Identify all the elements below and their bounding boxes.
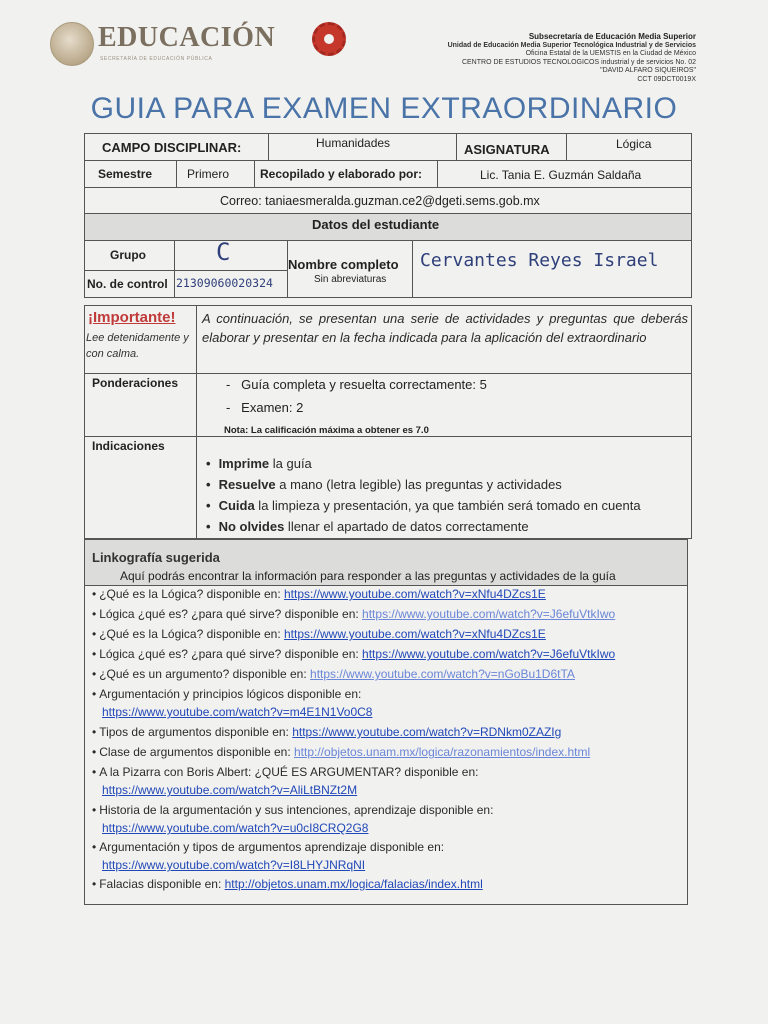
list-item xyxy=(206,456,641,477)
control-label: No. de control xyxy=(87,277,168,291)
grupo-value: C xyxy=(216,238,231,266)
nombre-hint: Sin abreviaturas xyxy=(314,274,387,285)
institution-line-6: CCT 09DCT0019X xyxy=(637,75,696,83)
control-value: 21309060020324 xyxy=(176,276,273,290)
letterhead xyxy=(0,0,768,100)
grupo-label: Grupo xyxy=(110,248,146,262)
link-description: A la Pizarra con Boris Albert: ¿QUÉ ES ARGUMENTAR? disponible en: xyxy=(99,765,479,779)
nombre-label: Nombre completo xyxy=(288,257,399,272)
list-item xyxy=(92,877,483,891)
semestre-label: Semestre xyxy=(98,167,153,181)
ponderacion-item: - Guía completa y resuelta correctamente: 5 xyxy=(226,377,487,392)
list-item xyxy=(206,519,641,540)
ponderaciones-label: Ponderaciones xyxy=(92,376,179,390)
intro-paragraph: A continuación, se presentan una serie de actividades y preguntas que deberás elaborar y presentar en la fecha indicada para la aplicación del extraordinario xyxy=(202,311,688,345)
list-item xyxy=(206,498,641,519)
campo-label: CAMPO DISCIPLINAR: xyxy=(102,140,242,155)
national-seal-icon xyxy=(50,22,94,66)
link-description: ¿Qué es un argumento? disponible en: xyxy=(99,667,311,681)
web-link[interactable]: http://objetos.unam.mx/logica/falacias/index.html xyxy=(224,877,483,891)
indicacion-text: la guía xyxy=(269,456,312,471)
recopilado-value: Lic. Tania E. Guzmán Saldaña xyxy=(480,168,642,182)
list-item xyxy=(92,647,615,661)
indicacion-bold: Cuida xyxy=(218,498,255,513)
correo-line: Correo: taniaesmeralda.guzman.ce2@dgeti.sems.gob.mx xyxy=(220,194,540,208)
nombre-value: Cervantes Reyes Israel xyxy=(420,250,659,271)
link-description: ¿Qué es la Lógica? disponible en: xyxy=(99,587,284,601)
important-label: ¡Importante! xyxy=(88,309,176,326)
datos-estudiante-header: Datos del estudiante xyxy=(312,217,440,232)
indicaciones-label: Indicaciones xyxy=(92,439,165,453)
link-description: Lógica ¿qué es? ¿para qué sirve? disponible en: xyxy=(99,607,363,621)
institution-block xyxy=(448,33,696,84)
list-item xyxy=(92,687,361,701)
indicacion-text: a mano (letra legible) las preguntas y actividades xyxy=(275,477,562,492)
list-item xyxy=(92,765,478,779)
list-item xyxy=(92,725,561,739)
nota-text: Nota: La calificación máxima a obtener es 7.0 xyxy=(224,425,429,436)
institution-line-3: Oficina Estatal de la UEMSTIS en la Ciudad de México xyxy=(525,50,696,57)
ponderacion-item: - Examen: 2 xyxy=(226,400,304,415)
video-link[interactable]: https://www.youtube.com/watch?v=xNfu4DZcs1E xyxy=(284,587,546,601)
video-link[interactable]: https://www.youtube.com/watch?v=u0cI8CRQ2G8 xyxy=(102,821,369,835)
indicacion-bold: Resuelve xyxy=(218,477,276,492)
video-link[interactable]: https://www.youtube.com/watch?v=I8LHYJNRqNI xyxy=(102,858,366,872)
institution-line-4: CENTRO DE ESTUDIOS TECNOLOGICOS industrial y de servicios No. 02 xyxy=(461,58,696,66)
link-description: Clase de argumentos disponible en: xyxy=(99,745,294,759)
video-link[interactable]: https://www.youtube.com/watch?v=xNfu4DZcs1E xyxy=(284,627,546,641)
asignatura-value: Lógica xyxy=(616,137,652,151)
education-logo-title: EDUCACIÓN xyxy=(98,22,276,53)
video-link[interactable]: https://www.youtube.com/watch?v=J6efuVtkIwo xyxy=(362,647,616,661)
institution-line-1: Subsecretaría de Educación Media Superior xyxy=(528,32,696,41)
dgeti-gear-icon xyxy=(312,22,346,56)
asignatura-label: ASIGNATURA xyxy=(464,142,550,157)
linkografia-title: Linkografía sugerida xyxy=(92,550,220,565)
link-description: Argumentación y tipos de argumentos aprendizaje disponible en: xyxy=(99,840,445,854)
indicacion-bold: Imprime xyxy=(218,456,270,471)
linkografia-subtitle: Aquí podrás encontrar la información para responder a las preguntas y actividades de la guía xyxy=(120,569,616,583)
ponderacion-text: Guía completa y resuelta correctamente: 5 xyxy=(241,377,487,392)
campo-value: Humanidades xyxy=(316,136,391,150)
list-item xyxy=(92,607,615,621)
link-description: ¿Qué es la Lógica? disponible en: xyxy=(99,627,284,641)
link-description: Falacias disponible en: xyxy=(99,877,225,891)
list-item xyxy=(92,745,590,759)
list-item xyxy=(206,477,641,498)
link-description: Lógica ¿qué es? ¿para qué sirve? disponible en: xyxy=(99,647,363,661)
video-link[interactable]: https://www.youtube.com/watch?v=RDNkm0ZAZIg xyxy=(292,725,562,739)
video-link[interactable]: https://www.youtube.com/watch?v=AliLtBNZt2M xyxy=(102,783,358,797)
list-item xyxy=(92,667,575,681)
indicacion-text: la limpieza y presentación, ya que también será tomado en cuenta xyxy=(254,498,641,513)
list-item xyxy=(92,803,493,817)
education-logo-subtitle: SECRETARÍA DE EDUCACIÓN PÚBLICA xyxy=(100,56,213,62)
indicacion-text: llenar el apartado de datos correctamente xyxy=(284,519,529,534)
link-description: Tipos de argumentos disponible en: xyxy=(99,725,293,739)
list-item xyxy=(92,840,444,854)
institution-line-2: Unidad de Educación Media Superior Tecnológica Industrial y de Servicios xyxy=(447,41,696,49)
list-item xyxy=(92,627,546,641)
video-link[interactable]: https://www.youtube.com/watch?v=nGoBu1D6tTA xyxy=(310,667,575,681)
recopilado-label: Recopilado y elaborado por: xyxy=(260,167,423,181)
link-description: Argumentación y principios lógicos disponible en: xyxy=(99,687,362,701)
list-item xyxy=(92,587,546,601)
indicacion-bold: No olvides xyxy=(218,519,285,534)
link-description: Historia de la argumentación y sus intenciones, aprendizaje disponible en: xyxy=(99,803,494,817)
web-link[interactable]: http://objetos.unam.mx/logica/razonamientos/index.html xyxy=(294,745,591,759)
video-link[interactable]: https://www.youtube.com/watch?v=m4E1N1Vo0C8 xyxy=(102,705,373,719)
document-title: GUIA PARA EXAMEN EXTRAORDINARIO xyxy=(90,92,678,125)
ponderacion-text: Examen: 2 xyxy=(241,400,304,415)
video-link[interactable]: https://www.youtube.com/watch?v=J6efuVtkIwo xyxy=(362,607,616,621)
important-subtext: Lee detenidamente y con calma. xyxy=(86,332,189,360)
semestre-value: Primero xyxy=(187,167,230,181)
institution-line-5: "DAVID ALFARO SIQUEIROS" xyxy=(600,67,696,74)
indicaciones-list xyxy=(206,456,641,540)
